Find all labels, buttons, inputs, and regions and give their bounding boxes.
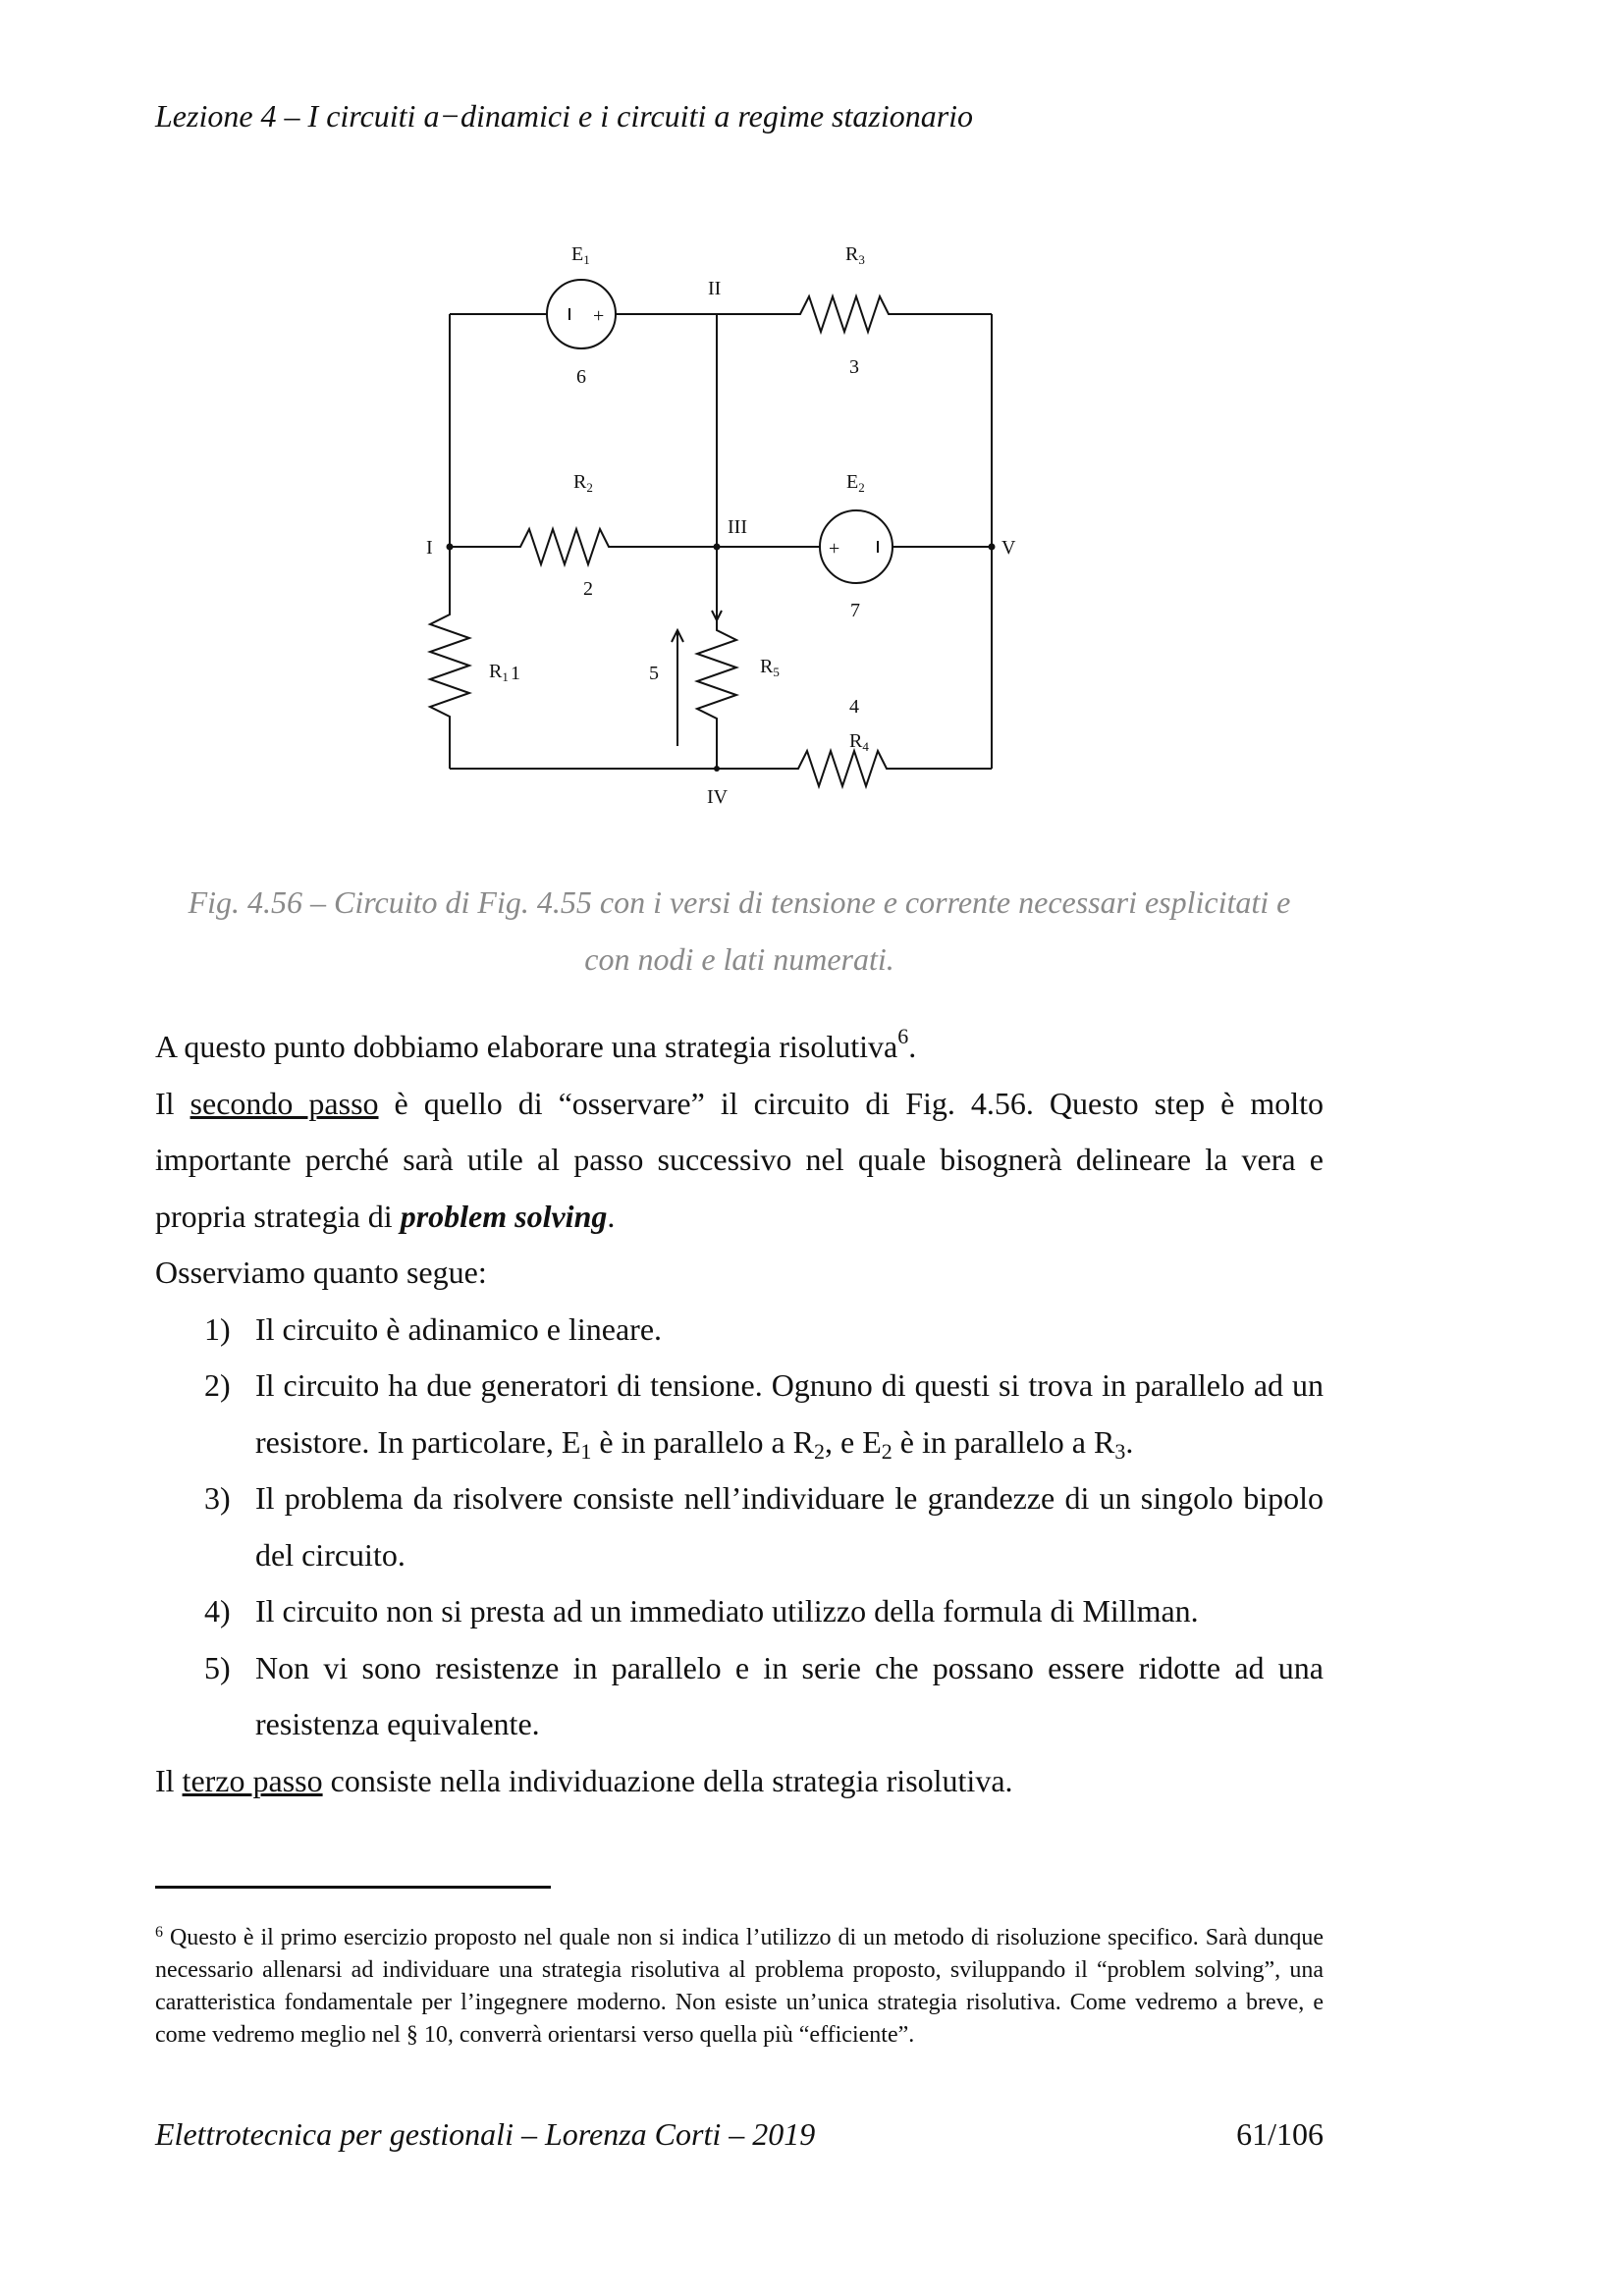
label-e2: $E_2$ (846, 471, 865, 495)
branch-label-2: 2 (583, 578, 593, 600)
label-r5: $R_5$ (760, 656, 780, 679)
node-label-I: I (426, 537, 433, 559)
node-dot-IV (714, 766, 720, 772)
footnote-separator (155, 1886, 551, 1889)
paragraph-strategy-intro: A questo punto dobbiamo elaborare una strategia risolutiva$^6$. (155, 1024, 917, 1064)
body-text (155, 1019, 1324, 1809)
list-item: 4) Il circuito non si presta ad un immediato utilizzo della formula di Millman. (204, 1593, 1199, 1629)
list-item: 2) Il circuito ha due generatori di tensione. Ognuno di questi si trova in parallelo ad un resistore. In particolare, $E_1$ è in parallelo a $R_2$, e $E_2$ è in parallelo a $R_3$. (204, 1367, 1324, 1464)
branch-label-5: 5 (649, 663, 659, 684)
paragraph-second-step: Il secondo passo è quello di “osservare” il circuito di Fig. 4.56. Questo step è molto importante perché sarà utile al passo successivo nel quale bisognerà delineare la vera e propria strategia di problem solving. (155, 1085, 1324, 1234)
observation-list (155, 1302, 1324, 1753)
paragraph-observe: Osserviamo quanto segue: (155, 1255, 487, 1290)
r3-resistor-symbol (717, 296, 992, 332)
footnote-text: Questo è il primo esercizio proposto nel quale non si indica l’utilizzo di un metodo di risoluzione specifico. Sarà dunque necessario allenarsi ad individuare una strategia risolutiva al problema proposto, sviluppando il “problem solving”, una caratteristica fondamentale per l’ingegnere moderno. Non esiste un’unica strategia risolutiva. Come vedremo a breve, e come vedremo meglio nel § 10, converrà orientarsi verso quella più “efficiente”. (155, 1925, 1324, 2048)
label-r2: $R_2$ (573, 471, 593, 495)
r1-resistor-symbol (430, 547, 469, 769)
branch-label-1: 1 (511, 663, 520, 684)
running-header: Lezione 4 – I circuiti a−dinamici e i circuiti a regime stazionario (155, 98, 974, 133)
footnote (155, 1922, 1324, 2052)
r2-resistor-symbol (450, 529, 717, 564)
footnote-ref: 6 (897, 1024, 909, 1048)
node-label-IV: IV (707, 786, 729, 808)
third-step-term: terzo passo (182, 1762, 323, 1798)
footnote-number: 6 (155, 1924, 163, 1941)
label-r1: $R_1$ (489, 661, 509, 684)
r4-resistor-symbol (717, 751, 992, 786)
branch-label-4: 4 (849, 696, 859, 718)
node-dot-I (447, 544, 454, 551)
second-step-term: secondo passo (189, 1085, 379, 1121)
label-r4: $R_4$ (849, 730, 869, 754)
node-dot-V (989, 544, 996, 551)
label-r3: $R_3$ (845, 243, 865, 267)
caption-line-2: con nodi e lati numerati. (584, 941, 894, 977)
branch-label-6: 6 (576, 366, 586, 388)
node-label-V: V (1001, 537, 1016, 559)
e1-source-symbol (547, 280, 616, 348)
branch-label-7: 7 (850, 600, 860, 621)
list-item: 3) Il problema da risolvere consiste nell’individuare le grandezze di un singolo bipolo del circuito. (204, 1480, 1324, 1573)
circuit-figure (393, 226, 1080, 854)
node-dot-III (714, 544, 721, 551)
caption-line-1: Fig. 4.56 – Circuito di Fig. 4.55 con i versi di tensione e corrente necessari esplicitati e (188, 884, 1291, 920)
list-item: 1) Il circuito è adinamico e lineare. (204, 1310, 663, 1347)
figure-caption (155, 874, 1324, 988)
list-item: 5) Non vi sono resistenze in parallelo e in serie che possano essere ridotte ad una resistenza equivalente. (204, 1649, 1324, 1741)
e1-plus-sign: + (593, 305, 605, 327)
node-label-III: III (728, 516, 747, 538)
e2-plus-sign: + (829, 538, 840, 560)
page-number: 61/106 (1236, 2116, 1324, 2152)
paragraph-third-step: Il terzo passo consiste nella individuazione della strategia risolutiva. (155, 1762, 1013, 1798)
node-label-II: II (708, 278, 722, 299)
problem-solving-term: problem solving (400, 1198, 608, 1234)
page-footer (155, 2116, 1324, 2153)
circuit-diagram (393, 226, 1080, 854)
label-e1: $E_1$ (571, 243, 590, 267)
footer-title: Elettrotecnica per gestionali – Lorenza Corti – 2019 (155, 2116, 816, 2152)
branch-label-3: 3 (849, 356, 859, 378)
r5-resistor-symbol (697, 614, 736, 769)
